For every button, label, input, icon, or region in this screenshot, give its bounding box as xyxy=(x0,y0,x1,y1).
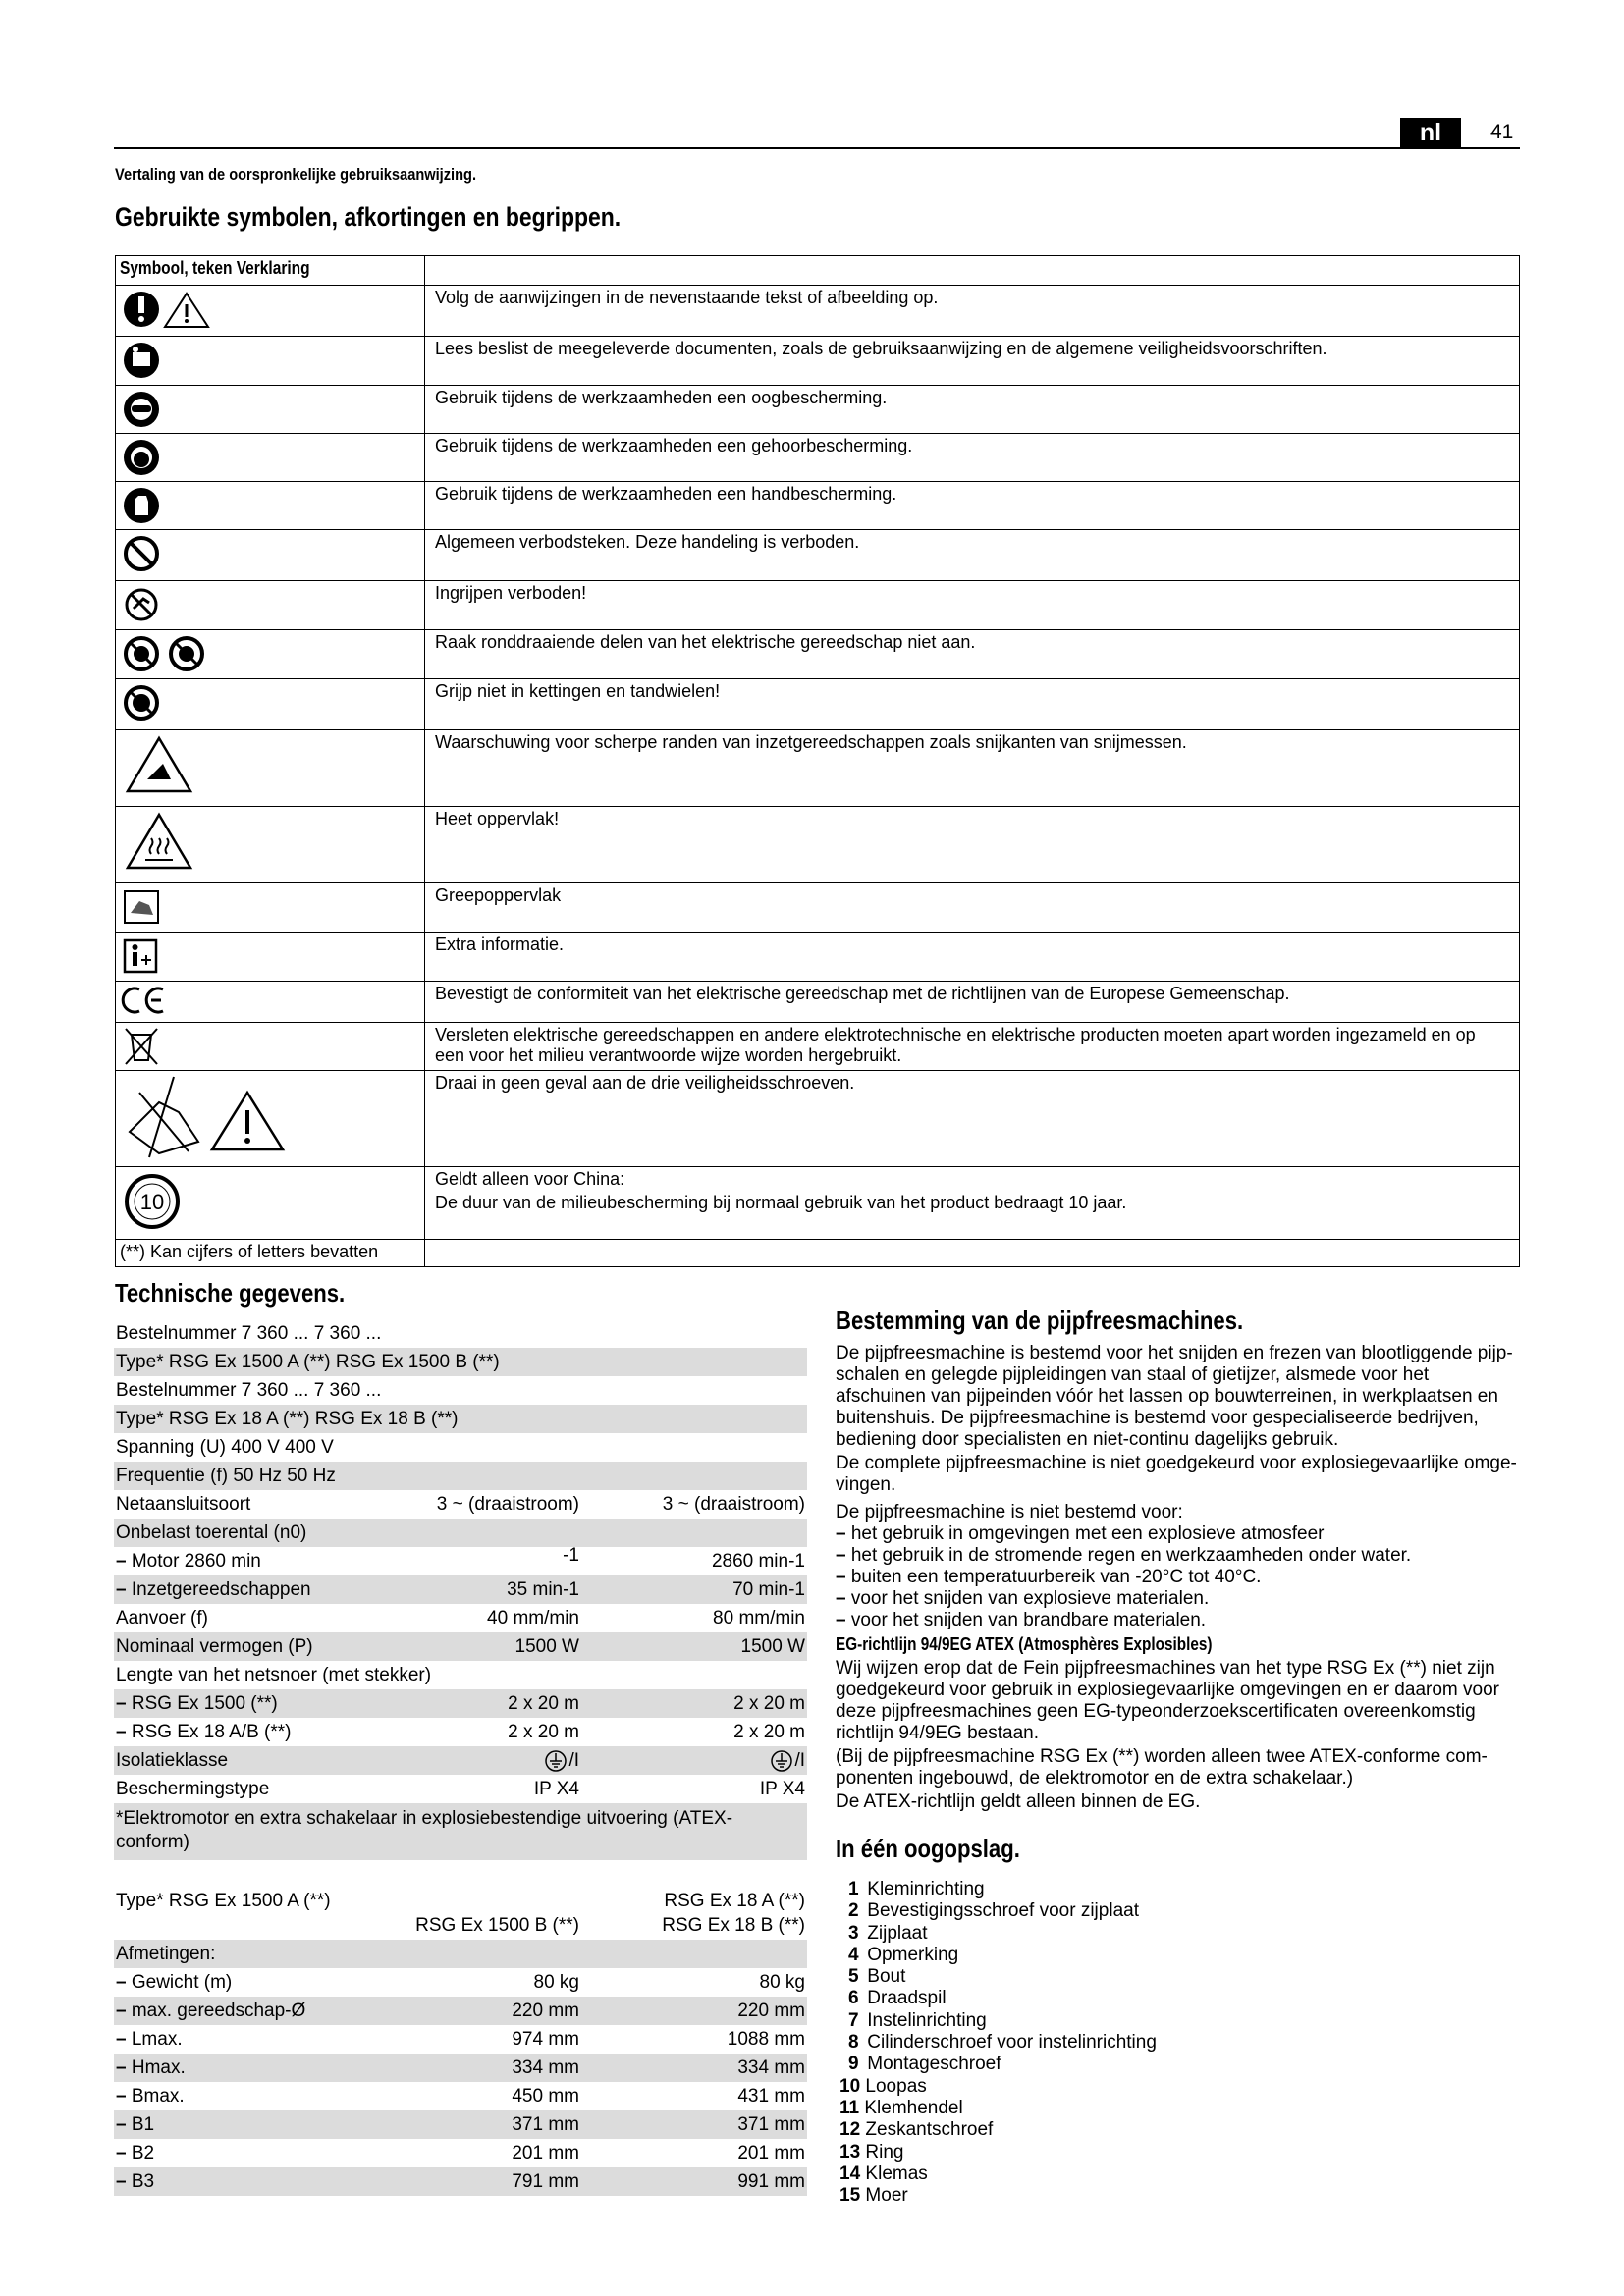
table-row xyxy=(114,1519,807,1547)
dim-value: 371 mm xyxy=(512,2114,579,2135)
dim-label: B1 xyxy=(131,2114,155,2135)
item-label: Bevestigingsschroef voor zijplaat xyxy=(867,1900,1139,1922)
dim-value: 791 mm xyxy=(512,2171,579,2192)
paragraph: De pijpfreesmachine is niet bestemd voor: xyxy=(836,1502,1183,1522)
paragraph: De complete pijpfreesmachine is niet goedgekeurd voor explosiegevaarlijke omge-vingen. xyxy=(836,1453,1517,1495)
bullet-item: – voor het snijden van brandbare materialen. xyxy=(836,1610,1207,1630)
symbol-description: Gebruik tijdens de werkzaamheden een oogbescherming. xyxy=(425,386,1520,434)
tech-value: IP X4 xyxy=(533,1779,579,1799)
tech-cell: Frequentie (f) 50 Hz 50 Hz xyxy=(116,1466,336,1486)
purpose-section xyxy=(836,1343,1523,1813)
symbol-description: Gebruik tijdens de werkzaamheden een handbescherming. xyxy=(425,482,1520,530)
table-row xyxy=(114,1405,807,1433)
table-row xyxy=(114,1433,807,1462)
tech-value: 2 x 20 m xyxy=(733,1693,805,1714)
list-item xyxy=(848,1945,1157,1966)
dim-col-header: RSG Ex 1500 B (**) xyxy=(415,1915,579,1936)
tech-label: Aanvoer (f) xyxy=(116,1608,208,1629)
bullet-text: het gebruik in omgevingen met een explosieve atmosfeer xyxy=(850,1523,1325,1544)
item-label: Draadspil xyxy=(867,1988,947,2009)
dim-heading: Afmetingen: xyxy=(116,1944,216,1964)
table-row xyxy=(116,1167,1520,1240)
overview-title: In één oogopslag. xyxy=(836,1834,1020,1863)
symbol-description: Ingrijpen verboden! xyxy=(425,581,1520,630)
symbol-description: Bevestigt de conformiteit van het elektrische gereedschap met de richtlijnen van de Europese Gemeenschap. xyxy=(425,982,1520,1023)
list-item xyxy=(839,2119,1157,2141)
dim-label: B3 xyxy=(131,2171,155,2192)
symbol-description-line: De duur van de milieubescherming bij normaal gebruik van het product bedraagt 10 jaar. xyxy=(435,1193,1127,1212)
item-number: 3 xyxy=(848,1922,859,1944)
item-number: 10 xyxy=(839,2075,861,2097)
tech-value: 40 mm/min xyxy=(487,1608,579,1629)
item-number: 7 xyxy=(848,2009,859,2031)
info-icon xyxy=(120,934,163,978)
table-row: – Inzetgereedschappen 35 min-1 70 min-1 xyxy=(114,1575,807,1604)
dim-value: 974 mm xyxy=(512,2029,579,2050)
table-row xyxy=(116,679,1520,730)
item-label: Instelinrichting xyxy=(867,2009,987,2031)
tech-value: -1 xyxy=(563,1545,579,1566)
page-title: Gebruikte symbolen, afkortingen en begrippen. xyxy=(115,202,622,232)
table-row xyxy=(116,581,1520,630)
table-row xyxy=(114,1661,807,1689)
tech-cell: Bestelnummer 7 360 ... 7 360 ... xyxy=(116,1323,382,1344)
dim-value: 201 mm xyxy=(512,2143,579,2163)
item-number: 13 xyxy=(839,2141,861,2163)
table-row xyxy=(114,1887,807,1940)
tech-cell: Bestelnummer 7 360 ... 7 360 ... xyxy=(116,1380,382,1401)
table-row xyxy=(116,1023,1520,1071)
dim-col-header: RSG Ex 18 A (**) xyxy=(664,1891,805,1911)
item-label: Klemas xyxy=(865,2163,928,2184)
tech-value: 80 mm/min xyxy=(713,1608,805,1629)
dim-label: B2 xyxy=(131,2143,155,2163)
tech-table xyxy=(114,1319,807,1860)
tech-value: 1500 W xyxy=(740,1636,805,1657)
dim-value: 201 mm xyxy=(737,2143,805,2163)
document-subtitle: Vertaling van de oorspronkelijke gebruiksaanwijzing. xyxy=(115,165,477,184)
table-row xyxy=(116,883,1520,933)
tech-value: 2 x 20 m xyxy=(733,1722,805,1742)
china-10-years-icon xyxy=(120,1169,185,1234)
grip-surface-icon xyxy=(120,885,163,929)
item-label: Moer xyxy=(865,2185,908,2207)
list-item xyxy=(848,1923,1157,1945)
bullet-item: – buiten een temperatuurbereik van -20°C tot 40°C. xyxy=(836,1567,1262,1587)
tech-cell: Type* RSG Ex 18 A (**) RSG Ex 18 B (**) xyxy=(116,1409,459,1429)
dim-value: 450 mm xyxy=(512,2086,579,2107)
table-row xyxy=(116,482,1520,530)
list-item xyxy=(839,2142,1157,2163)
dim-value: 1088 mm xyxy=(727,2029,805,2050)
item-label: Montageschroef xyxy=(867,2054,1001,2075)
table-row xyxy=(114,1348,807,1376)
list-item xyxy=(848,1879,1157,1900)
table-row: – max. gereedschap-Ø 220 mm 220 mm xyxy=(114,1997,807,2025)
table-row xyxy=(116,530,1520,581)
list-item xyxy=(848,1900,1157,1922)
table-row: – Bmax. 450 mm 431 mm xyxy=(114,2082,807,2110)
page-number: 41 xyxy=(1490,121,1514,143)
no-reaching-icon xyxy=(120,583,163,626)
item-number: 14 xyxy=(839,2163,861,2184)
table-header-row xyxy=(116,256,1520,286)
tech-value: IP X4 xyxy=(759,1779,805,1799)
item-label: Kleminrichting xyxy=(867,1879,985,1899)
svg-text:10: 10 xyxy=(139,1190,165,1214)
symbol-description-line: Geldt alleen voor China: xyxy=(435,1169,625,1189)
dim-value: 334 mm xyxy=(512,2057,579,2078)
dim-value: 80 kg xyxy=(533,1972,579,1993)
symbol-description: Heet oppervlak! xyxy=(425,807,1520,883)
tech-footnote: *Elektromotor en extra schakelaar in explosiebestendige uitvoering (ATEX-conform) xyxy=(116,1808,733,1852)
ear-protection-icon xyxy=(120,436,163,479)
table-row: – RSG Ex 1500 (**) 2 x 20 m 2 x 20 m xyxy=(114,1689,807,1718)
item-label: Ring xyxy=(865,2141,904,2163)
table-header-cell xyxy=(116,256,425,286)
language-badge: nl xyxy=(1400,118,1461,147)
tech-value: 70 min-1 xyxy=(732,1579,805,1600)
table-row xyxy=(116,1071,1520,1167)
bullet-text: buiten een temperatuurbereik van -20°C tot 40°C. xyxy=(850,1567,1262,1587)
earth-symbol-icon xyxy=(543,1749,568,1773)
table-row xyxy=(114,1319,807,1348)
tech-value: 35 min-1 xyxy=(507,1579,579,1600)
earth-symbol-icon xyxy=(769,1749,794,1773)
table-header: Symbool, teken Verklaring xyxy=(120,258,310,278)
tech-label: RSG Ex 18 A/B (**) xyxy=(131,1722,292,1742)
weee-bin-icon xyxy=(120,1025,163,1068)
list-item xyxy=(839,2185,1157,2207)
item-number: 15 xyxy=(839,2185,861,2207)
sharp-edge-warning-icon xyxy=(120,732,198,797)
safety-screws-icon xyxy=(120,1073,306,1161)
no-touch-rotating-icons xyxy=(120,632,218,675)
table-row: – Motor 2860 min -1 2860 min-1 xyxy=(114,1547,807,1575)
bullet-item: – het gebruik in omgevingen met een explosieve atmosfeer xyxy=(836,1523,1325,1544)
hot-surface-icon xyxy=(120,809,198,874)
symbol-description: Raak ronddraaiende delen van het elektrische gereedschap niet aan. xyxy=(425,630,1520,679)
table-row xyxy=(116,434,1520,482)
paragraph: De pijpfreesmachine is bestemd voor het snijden en frezen van blootliggende pijp-schalen en gelegde pijpleidingen van staal of gietijzer, alsmede voor het afschuinen van pijpeinden vóór het lassen op bouwterreinen, in werkplaatsen en buitenshuis. De pijpfreesmachine is bestemd voor gespecialiseerde bedrijven, bediening door specialisten en niet-continu dagelijks gebruik. xyxy=(836,1343,1513,1450)
no-chains-icon xyxy=(120,681,163,724)
table-row xyxy=(116,730,1520,807)
tech-value: 2860 min-1 xyxy=(711,1551,805,1572)
dim-value: 371 mm xyxy=(737,2114,805,2135)
symbol-description: Versleten elektrische gereedschappen en andere elektrotechnische en elektrische producten moeten apart worden ingezameld en op een voor het milieu verantwoorde wijze worden hergebruikt. xyxy=(425,1023,1520,1071)
item-label: Opmerking xyxy=(867,1944,959,1965)
bullet-text: voor het snijden van brandbare materialen. xyxy=(850,1610,1207,1630)
dim-label: Hmax. xyxy=(131,2057,186,2078)
tech-cell: Type* RSG Ex 1500 A (**) RSG Ex 1500 B (**) xyxy=(116,1352,500,1372)
item-number: 6 xyxy=(848,1988,859,2009)
table-row xyxy=(116,630,1520,679)
dim-value: 220 mm xyxy=(512,2001,579,2021)
ce-mark-icon xyxy=(120,984,169,1017)
table-row xyxy=(114,1604,807,1632)
symbol-description: Algemeen verbodsteken. Deze handeling is verboden. xyxy=(425,530,1520,581)
list-item xyxy=(848,1966,1157,1988)
list-item xyxy=(839,2076,1157,2098)
tech-cell: Onbelast toerental (n0) xyxy=(116,1522,307,1543)
tech-cell: Lengte van het netsnoer (met stekker) xyxy=(116,1665,432,1685)
tech-label: Inzetgereedschappen xyxy=(131,1579,311,1600)
tech-value: 2 x 20 m xyxy=(508,1693,579,1714)
item-number: 5 xyxy=(848,1966,859,1988)
item-label: Zijplaat xyxy=(867,1922,928,1944)
tech-label: Nominaal vermogen (P) xyxy=(116,1636,313,1657)
tech-label: Beschermingstype xyxy=(116,1779,270,1799)
symbol-description: Lees beslist de meegeleverde documenten, zoals de gebruiksaanwijzing en de algemene veiligheidsvoorschriften. xyxy=(425,337,1520,386)
symbol-description: Draai in geen geval aan de drie veiligheidsschroeven. xyxy=(425,1071,1520,1167)
table-row xyxy=(116,933,1520,982)
symbol-description xyxy=(425,1167,1520,1240)
list-item xyxy=(839,2163,1157,2185)
paragraph: De ATEX-richtlijn geldt alleen binnen de EG. xyxy=(836,1791,1201,1812)
table-row xyxy=(114,1376,807,1405)
symbol-description: Extra informatie. xyxy=(425,933,1520,982)
dim-label: Gewicht (m) xyxy=(131,1972,233,1993)
atex-heading: EG-richtlijn 94/9EG ATEX (Atmosphères Explosibles) xyxy=(836,1634,1213,1654)
symbol-description: Waarschuwing voor scherpe randen van inzetgereedschappen zoals snijkanten van snijmessen. xyxy=(425,730,1520,807)
overview-list xyxy=(839,1879,1157,2207)
header-rule xyxy=(114,147,1520,149)
symbol-description: Greepoppervlak xyxy=(425,883,1520,933)
read-manual-icon xyxy=(120,339,163,382)
list-item xyxy=(848,2032,1157,2054)
list-item xyxy=(839,2098,1157,2119)
table-row: – Gewicht (m) 80 kg 80 kg xyxy=(114,1968,807,1997)
item-label: Cilinderschroef voor instelinrichting xyxy=(867,2032,1157,2054)
symbols-table xyxy=(115,255,1520,1267)
tech-value: 1500 W xyxy=(514,1636,579,1657)
tech-cell: Spanning (U) 400 V 400 V xyxy=(116,1437,334,1458)
dim-type-label: Type* RSG Ex 1500 A (**) xyxy=(116,1891,331,1911)
table-row xyxy=(116,337,1520,386)
symbol-description: Grijp niet in kettingen en tandwielen! xyxy=(425,679,1520,730)
table-row xyxy=(114,1632,807,1661)
table-row xyxy=(114,1775,807,1803)
table-row xyxy=(114,1490,807,1519)
tech-value: /I xyxy=(794,1750,805,1771)
item-label: Klemhendel xyxy=(864,2097,963,2118)
tech-label: RSG Ex 1500 (**) xyxy=(131,1693,278,1714)
table-row: – B1 371 mm 371 mm xyxy=(114,2110,807,2139)
tech-title: Technische gegevens. xyxy=(115,1278,346,1308)
table-row xyxy=(114,1462,807,1490)
dim-col-header: RSG Ex 18 B (**) xyxy=(662,1915,805,1936)
item-label: Zeskantschroef xyxy=(865,2119,994,2141)
tech-value: 3 ~ (draaistroom) xyxy=(662,1494,805,1515)
symbol-description: Volg de aanwijzingen in de nevenstaande tekst of afbeelding op. xyxy=(425,286,1520,337)
table-footnote: (**) Kan cijfers of letters bevatten xyxy=(116,1240,425,1267)
item-number: 2 xyxy=(848,1900,859,1922)
dim-value: 431 mm xyxy=(737,2086,805,2107)
prohibition-icon xyxy=(120,532,163,575)
table-row xyxy=(114,1803,807,1860)
dim-value: 220 mm xyxy=(737,2001,805,2021)
list-item xyxy=(848,2010,1157,2032)
table-row: – B3 791 mm 991 mm xyxy=(114,2167,807,2196)
dim-label: Bmax. xyxy=(131,2086,185,2107)
dim-value: 80 kg xyxy=(759,1972,805,1993)
table-row: – B2 201 mm 201 mm xyxy=(114,2139,807,2167)
dimensions-table xyxy=(114,1887,807,2196)
table-row xyxy=(116,386,1520,434)
tech-value: /I xyxy=(568,1750,579,1771)
tech-label: Motor 2860 min xyxy=(131,1551,261,1572)
table-row xyxy=(116,982,1520,1023)
table-row: – Lmax. 974 mm 1088 mm xyxy=(114,2025,807,2054)
bullet-item: – het gebruik in de stromende regen en werkzaamheden onder water. xyxy=(836,1545,1412,1566)
eye-protection-icon xyxy=(120,388,163,431)
item-number: 4 xyxy=(848,1944,859,1965)
table-row xyxy=(114,1746,807,1775)
purpose-title: Bestemming van de pijpfreesmachines. xyxy=(836,1306,1244,1335)
table-row: – Hmax. 334 mm 334 mm xyxy=(114,2054,807,2082)
mandatory-warning-icons xyxy=(120,288,228,331)
hand-protection-icon xyxy=(120,484,163,527)
tech-value: 2 x 20 m xyxy=(508,1722,579,1742)
item-number: 1 xyxy=(848,1879,859,1899)
dim-value: 334 mm xyxy=(737,2057,805,2078)
table-footer-row xyxy=(116,1240,1520,1267)
list-item xyxy=(848,1988,1157,2009)
item-number: 8 xyxy=(848,2032,859,2054)
bullet-text: het gebruik in de stromende regen en werkzaamheden onder water. xyxy=(850,1545,1412,1566)
item-number: 11 xyxy=(839,2097,860,2118)
tech-label: Isolatieklasse xyxy=(116,1750,229,1771)
tech-value: 3 ~ (draaistroom) xyxy=(436,1494,579,1515)
symbol-description: Gebruik tijdens de werkzaamheden een gehoorbescherming. xyxy=(425,434,1520,482)
bullet-text: voor het snijden van explosieve materialen. xyxy=(850,1588,1210,1609)
item-label: Bout xyxy=(867,1966,906,1988)
dim-label: max. gereedschap-Ø xyxy=(131,2001,306,2021)
paragraph: Wij wijzen erop dat de Fein pijpfreesmachines van het type RSG Ex (**) niet zijn goedgekeurd voor gebruik in explosiegevaarlijke omgevingen en er daarom voor deze pijpfreesmachines geen EG-typeonderzoekscertificaten overeenkomstig richtlijn 94/9EG bestaan. xyxy=(836,1658,1499,1743)
item-label: Loopas xyxy=(865,2075,927,2097)
dim-value: 991 mm xyxy=(737,2171,805,2192)
tech-label: Netaansluitsoort xyxy=(116,1494,251,1515)
bullet-item: – voor het snijden van explosieve materialen. xyxy=(836,1588,1210,1609)
dim-label: Lmax. xyxy=(131,2029,183,2050)
table-row xyxy=(114,1940,807,1968)
table-row: – RSG Ex 18 A/B (**) 2 x 20 m 2 x 20 m xyxy=(114,1718,807,1746)
item-number: 12 xyxy=(839,2119,861,2141)
table-row xyxy=(116,286,1520,337)
list-item xyxy=(848,2054,1157,2075)
table-row xyxy=(116,807,1520,883)
paragraph: (Bij de pijpfreesmachine RSG Ex (**) worden alleen twee ATEX-conforme com-ponenten ingebouwd, de elektromotor en de extra schakelaar.) xyxy=(836,1746,1488,1789)
item-number: 9 xyxy=(848,2054,859,2075)
